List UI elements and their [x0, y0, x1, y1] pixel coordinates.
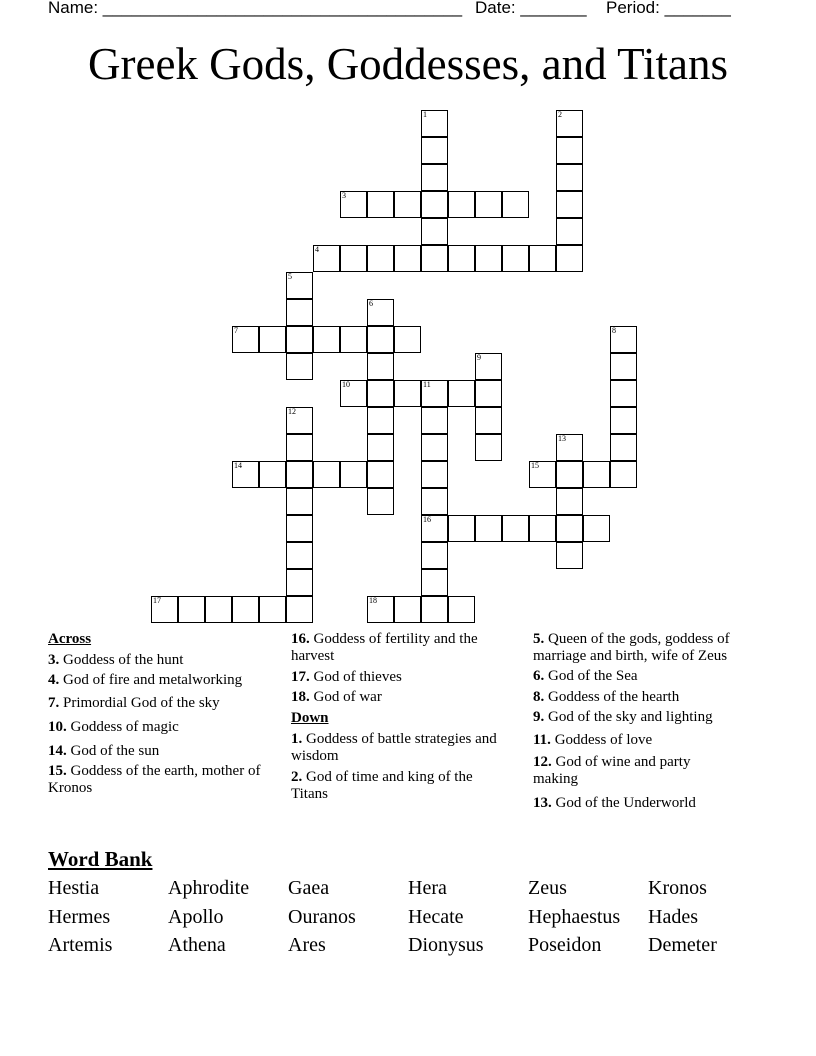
clue-number: 11	[423, 380, 431, 389]
crossword-cell[interactable]	[475, 191, 502, 218]
crossword-cell[interactable]	[421, 407, 448, 434]
clue-across-7: 7. Primordial God of the sky	[48, 695, 220, 711]
crossword-cell[interactable]	[367, 488, 394, 515]
word-bank-item: Gaea	[288, 877, 330, 899]
crossword-cell[interactable]	[610, 434, 637, 461]
crossword-cell[interactable]	[286, 515, 313, 542]
crossword-cell[interactable]	[340, 191, 367, 218]
crossword-cell[interactable]	[448, 191, 475, 218]
crossword-cell[interactable]	[556, 110, 583, 137]
crossword-cell[interactable]	[286, 542, 313, 569]
word-bank-title: Word Bank	[48, 847, 153, 871]
crossword-cell[interactable]	[367, 326, 394, 353]
crossword-cell[interactable]	[421, 110, 448, 137]
clue-down-12: 12. God of wine and party making	[533, 754, 691, 787]
clue-down-11: 11. Goddess of love	[533, 732, 653, 748]
crossword-cell[interactable]	[178, 596, 205, 623]
crossword-cell[interactable]	[259, 596, 286, 623]
crossword-cell[interactable]	[340, 380, 367, 407]
crossword-cell[interactable]	[421, 245, 448, 272]
crossword-cell[interactable]	[313, 245, 340, 272]
crossword-cell[interactable]	[367, 299, 394, 326]
crossword-cell[interactable]	[259, 326, 286, 353]
crossword-cell[interactable]	[502, 245, 529, 272]
crossword-cell[interactable]	[556, 488, 583, 515]
crossword-cell[interactable]	[340, 245, 367, 272]
crossword-cell[interactable]	[340, 461, 367, 488]
clue-across-10: 10. Goddess of magic	[48, 719, 179, 735]
crossword-cell[interactable]	[556, 542, 583, 569]
clue-across-14: 14. God of the sun	[48, 743, 160, 759]
crossword-cell[interactable]	[421, 137, 448, 164]
word-bank-item: Aphrodite	[168, 877, 250, 899]
word-bank-item: Apollo	[168, 905, 224, 928]
clue-number: 4	[315, 245, 319, 254]
word-bank-item: Hermes	[48, 905, 111, 928]
crossword-cell[interactable]	[610, 380, 637, 407]
crossword-cell[interactable]	[394, 326, 421, 353]
crossword-cell[interactable]	[151, 596, 178, 623]
clue-down-1: 1. Goddess of battle strategies and wisdom	[291, 731, 497, 764]
crossword-cell[interactable]	[394, 191, 421, 218]
word-bank-item: Ares	[288, 934, 326, 956]
clue-number: 5	[288, 272, 292, 281]
name-field-label: Name: ______________________________________	[48, 0, 463, 17]
clue-number: 15	[531, 461, 539, 470]
clue-number: 1	[423, 110, 427, 119]
word-bank-item: Hades	[648, 905, 698, 928]
word-bank-item: Dionysus	[408, 934, 484, 956]
clue-number: 3	[342, 191, 346, 200]
crossword-cell[interactable]	[529, 245, 556, 272]
word-bank-item: Athena	[168, 934, 226, 956]
crossword-cell[interactable]	[286, 434, 313, 461]
clue-number: 16	[423, 515, 431, 524]
clue-number: 14	[234, 461, 242, 470]
crossword-cell[interactable]	[502, 515, 529, 542]
word-bank-item: Artemis	[48, 934, 113, 956]
clue-number: 6	[369, 299, 373, 308]
clue-down-6: 6. God of the Sea	[533, 668, 638, 684]
crossword-cell[interactable]	[421, 191, 448, 218]
clue-number: 2	[558, 110, 562, 119]
crossword-cell[interactable]	[394, 245, 421, 272]
crossword-cell[interactable]	[394, 380, 421, 407]
clue-down-2: 2. God of time and king of the Titans	[291, 769, 473, 802]
crossword-cell[interactable]	[367, 380, 394, 407]
crossword-cell[interactable]	[286, 407, 313, 434]
crossword-cell[interactable]	[421, 434, 448, 461]
down-heading: Down	[291, 710, 329, 726]
crossword-cell[interactable]	[556, 218, 583, 245]
word-bank-item: Demeter	[648, 934, 717, 956]
word-bank-item: Hecate	[408, 905, 464, 928]
word-bank-item: Hephaestus	[528, 905, 621, 928]
crossword-cell[interactable]	[556, 191, 583, 218]
crossword-cell[interactable]	[286, 488, 313, 515]
crossword-cell[interactable]	[529, 461, 556, 488]
crossword-cell[interactable]	[421, 569, 448, 596]
crossword-cell[interactable]	[610, 407, 637, 434]
crossword-cell[interactable]	[421, 488, 448, 515]
clue-down-9: 9. God of the sky and lighting	[533, 709, 713, 725]
crossword-cell[interactable]	[232, 326, 259, 353]
word-bank-item: Kronos	[648, 877, 707, 899]
crossword-cell[interactable]	[286, 353, 313, 380]
clues-column-1	[48, 631, 280, 797]
crossword-cell[interactable]	[556, 515, 583, 542]
crossword-cell[interactable]	[421, 596, 448, 623]
crossword-cell[interactable]	[232, 596, 259, 623]
crossword-cell[interactable]	[421, 218, 448, 245]
clue-number: 8	[612, 326, 616, 335]
clue-across-4: 4. God of fire and metalworking	[48, 672, 243, 688]
crossword-cell[interactable]	[583, 461, 610, 488]
crossword-cell[interactable]	[340, 326, 367, 353]
crossword-cell[interactable]	[286, 299, 313, 326]
crossword-cell[interactable]	[556, 461, 583, 488]
clues-column-2	[291, 631, 521, 803]
clues-column-3	[533, 631, 759, 812]
crossword-cell[interactable]	[556, 137, 583, 164]
crossword-cell[interactable]	[529, 515, 556, 542]
word-bank-item: Hera	[408, 877, 447, 899]
crossword-cell[interactable]	[610, 326, 637, 353]
crossword-cell[interactable]	[421, 515, 448, 542]
clue-across-16: 16. Goddess of fertility and the harvest	[291, 631, 478, 664]
crossword-cell[interactable]	[232, 461, 259, 488]
word-bank	[48, 874, 768, 960]
clue-down-8: 8. Goddess of the hearth	[533, 689, 680, 705]
word-bank-item: Zeus	[528, 877, 567, 899]
crossword-cell[interactable]	[475, 380, 502, 407]
crossword-cell[interactable]	[448, 380, 475, 407]
worksheet-title: Greek Gods, Goddesses, and Titans	[88, 39, 728, 89]
crossword-cell[interactable]	[394, 596, 421, 623]
clue-down-13: 13. God of the Underworld	[533, 795, 696, 811]
crossword-cell[interactable]	[583, 515, 610, 542]
crossword-cell[interactable]	[556, 164, 583, 191]
clue-number: 18	[369, 596, 377, 605]
clue-number: 7	[234, 326, 238, 335]
crossword-cell[interactable]	[286, 461, 313, 488]
crossword-cell[interactable]	[367, 596, 394, 623]
word-bank-item: Hestia	[48, 877, 100, 899]
crossword-cell[interactable]	[313, 326, 340, 353]
crossword-cell[interactable]	[448, 245, 475, 272]
crossword-cell[interactable]	[367, 461, 394, 488]
crossword-cell[interactable]	[286, 326, 313, 353]
crossword-cell[interactable]	[475, 515, 502, 542]
clue-across-17: 17. God of thieves	[291, 669, 402, 685]
crossword-cell[interactable]	[475, 245, 502, 272]
clue-number: 13	[558, 434, 566, 443]
crossword-cell[interactable]	[286, 569, 313, 596]
word-bank-item: Ouranos	[288, 905, 356, 928]
crossword-cell[interactable]	[367, 353, 394, 380]
clue-number: 17	[153, 596, 161, 605]
crossword-cell[interactable]	[475, 407, 502, 434]
crossword-cell[interactable]	[367, 407, 394, 434]
clue-across-18: 18. God of war	[291, 689, 382, 705]
crossword-cell[interactable]	[502, 191, 529, 218]
clue-across-3: 3. Goddess of the hunt	[48, 652, 184, 668]
across-heading: Across	[48, 631, 92, 647]
crossword-cell[interactable]	[367, 191, 394, 218]
period-field-label: Period: _______	[606, 0, 731, 17]
crossword-cell[interactable]	[367, 434, 394, 461]
date-field-label: Date: _______	[475, 0, 587, 17]
crossword-cell[interactable]	[448, 596, 475, 623]
crossword-cell[interactable]	[421, 380, 448, 407]
crossword-cell[interactable]	[286, 596, 313, 623]
crossword-cell[interactable]	[367, 245, 394, 272]
crossword-cell[interactable]	[610, 353, 637, 380]
crossword-cell[interactable]	[556, 434, 583, 461]
crossword-cell[interactable]	[421, 164, 448, 191]
clue-number: 12	[288, 407, 296, 416]
crossword-cell[interactable]	[556, 245, 583, 272]
crossword-cell[interactable]	[421, 542, 448, 569]
crossword-cell[interactable]	[259, 461, 286, 488]
clue-number: 9	[477, 353, 481, 362]
crossword-cell[interactable]	[475, 434, 502, 461]
crossword-cell[interactable]	[475, 353, 502, 380]
clue-down-5: 5. Queen of the gods, goddess of marriage and birth, wife of Zeus	[533, 631, 730, 664]
clue-number: 10	[342, 380, 350, 389]
crossword-cell[interactable]	[286, 272, 313, 299]
crossword-cell[interactable]	[205, 596, 232, 623]
crossword-cell[interactable]	[421, 461, 448, 488]
crossword-cell[interactable]	[448, 515, 475, 542]
crossword-cell[interactable]	[610, 461, 637, 488]
clue-across-15: 15. Goddess of the earth, mother of Kronos	[48, 763, 261, 796]
word-bank-item: Poseidon	[528, 934, 602, 956]
crossword-cell[interactable]	[313, 461, 340, 488]
